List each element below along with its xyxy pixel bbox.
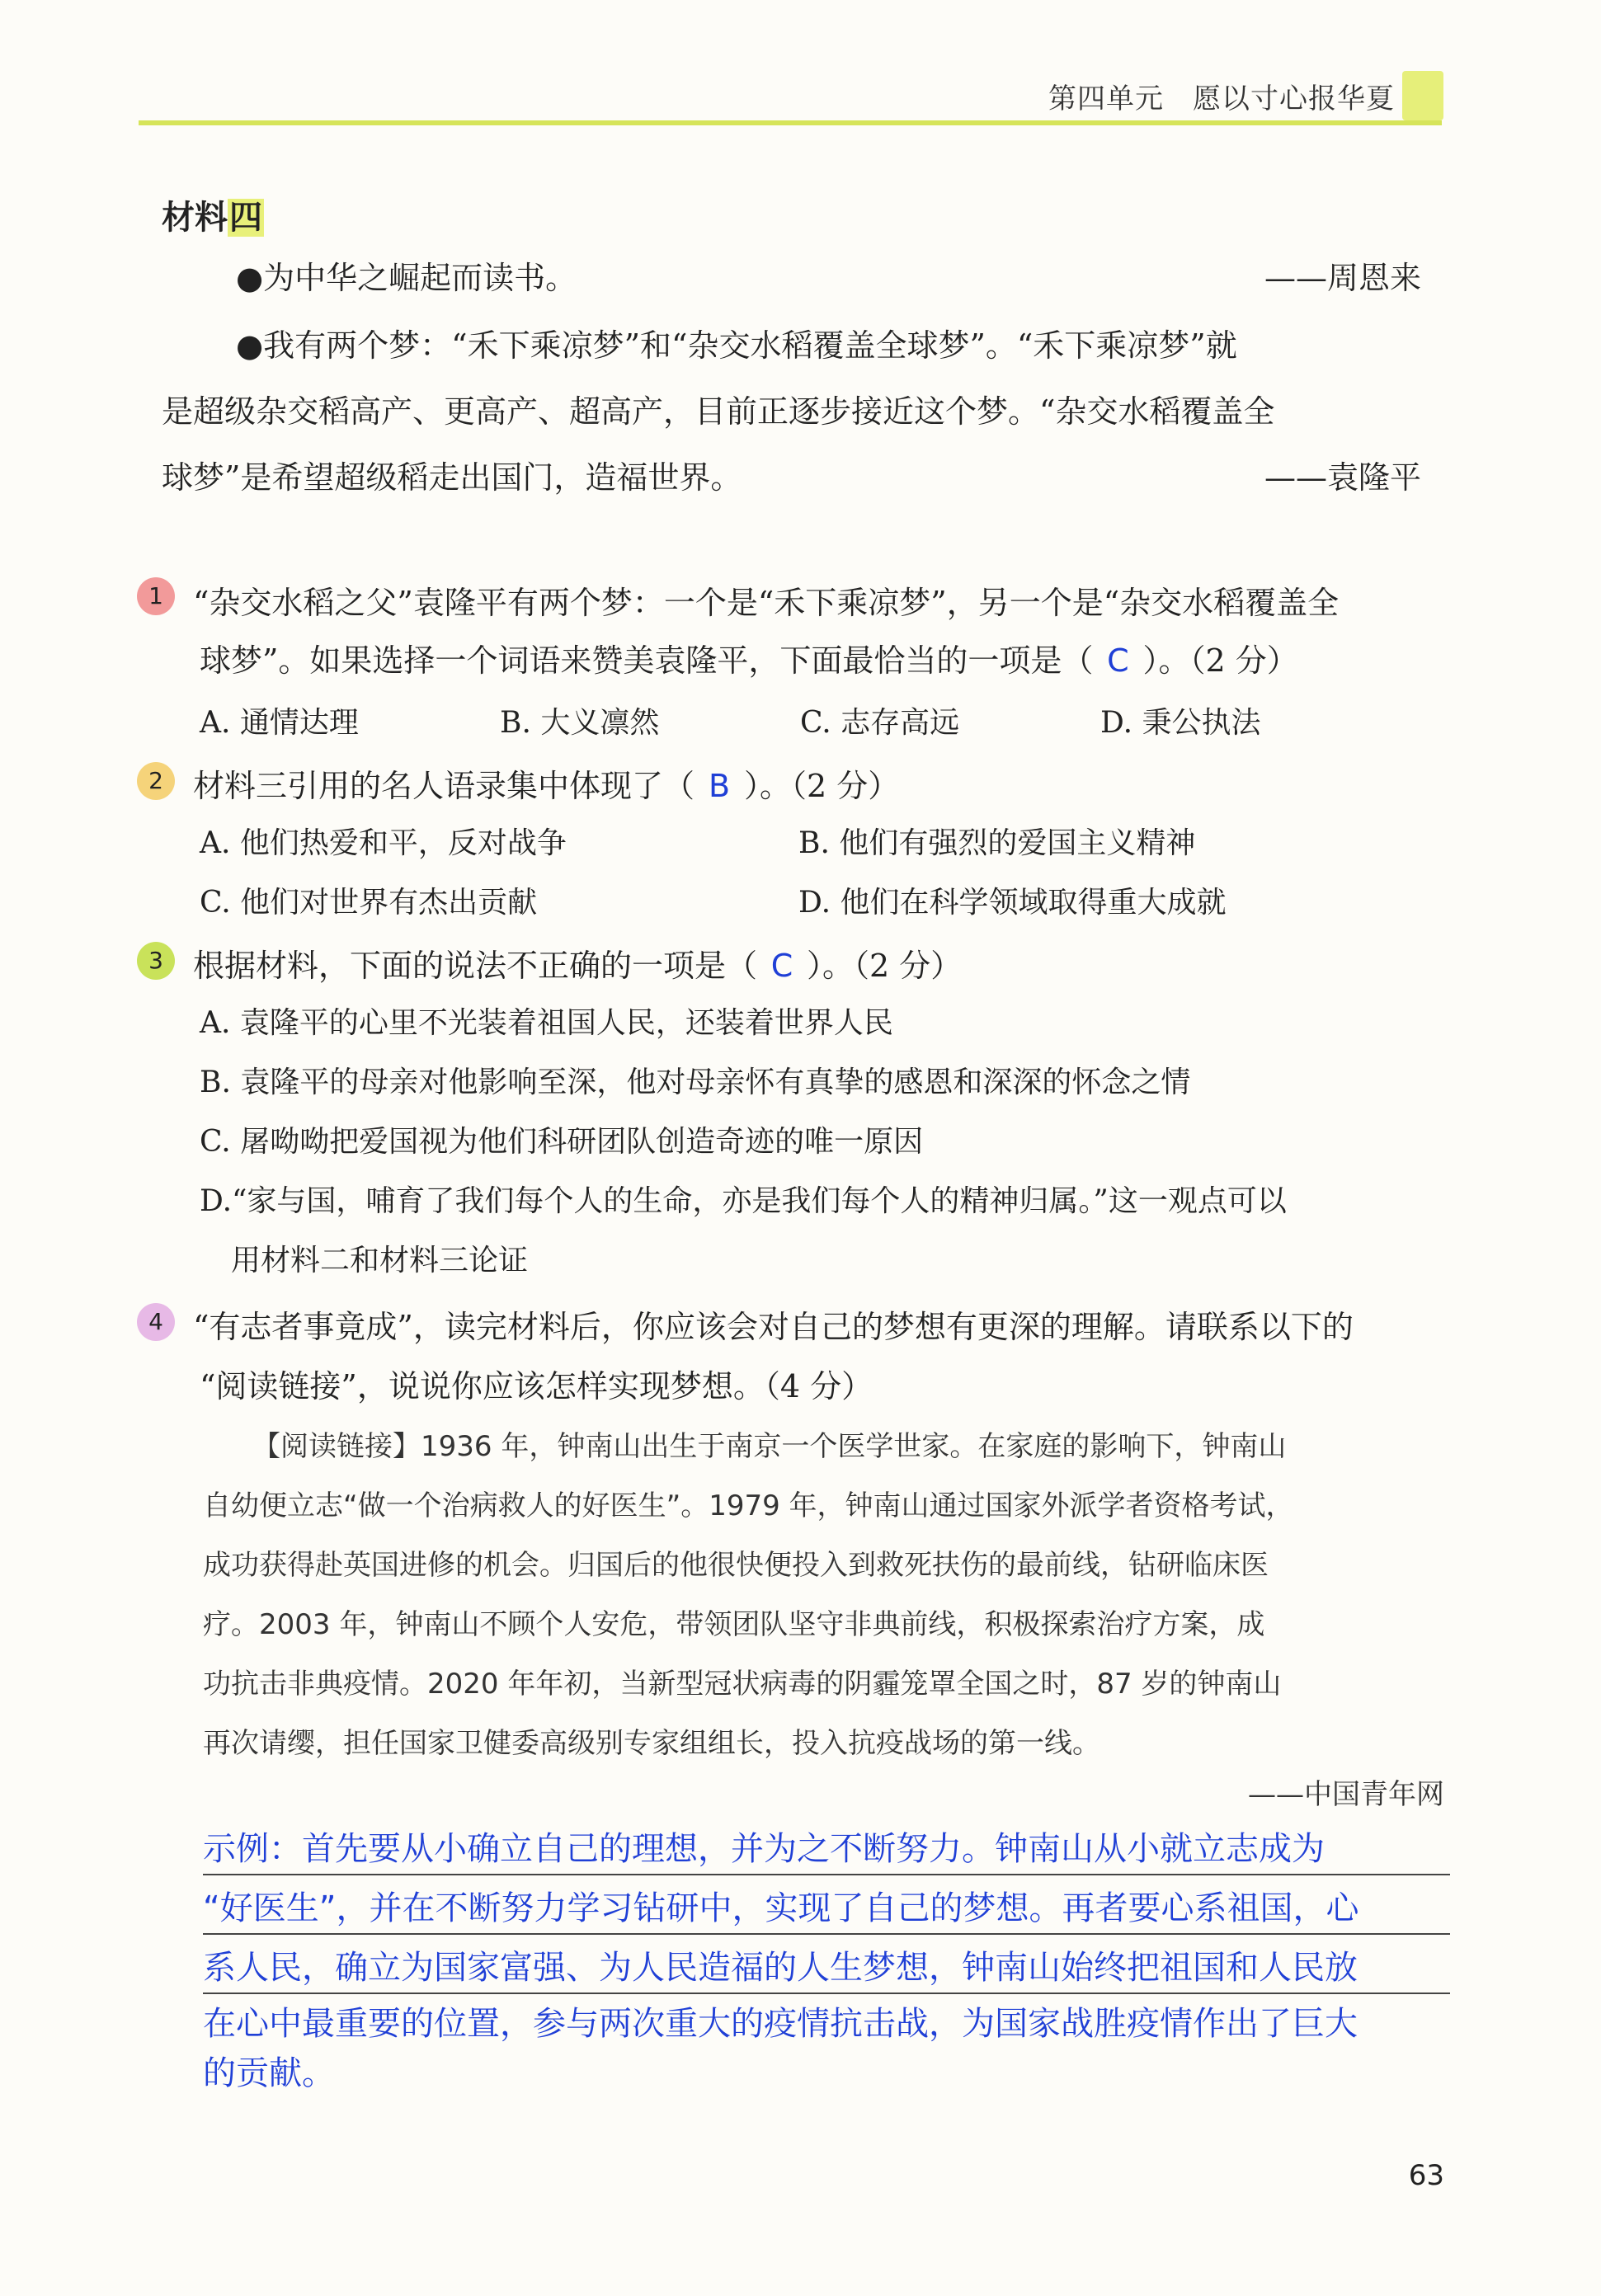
question-3-option-c: C. 屠呦呦把爱国视为他们科研团队创造奇迹的唯一原因 xyxy=(200,1125,924,1159)
question-3-text-after: ）。（2 分） xyxy=(807,948,963,984)
unit-title: 第四单元 愿以寸心报华夏 xyxy=(1048,82,1395,115)
question-2-option-a: A. 他们热爱和平，反对战争 xyxy=(200,826,567,860)
answer-line-3: 系人民，确立为国家富强、为人民造福的人生梦想，钟南山始终把祖国和人民放 xyxy=(203,1949,1358,1987)
material-title-highlight: 四 xyxy=(229,199,262,237)
question-1-line-2 xyxy=(200,635,1298,680)
answer-line-2: “好医生”，并在不断努力学习钻研中，实现了自己的梦想。再者要心系祖国，心 xyxy=(203,1889,1359,1927)
question-4-number: 4 xyxy=(137,1303,175,1341)
question-3-text-before: 根据材料，下面的说法不正确的一项是（ xyxy=(193,948,758,984)
quote-yuan-author: ——袁隆平 xyxy=(1264,459,1421,496)
reading-link-line-1: 【阅读链接】1936 年，钟南山出生于南京一个医学世家。在家庭的影响下，钟南山 xyxy=(252,1430,1287,1463)
question-2-text-before: 材料三引用的名人语录集中体现了（ xyxy=(193,768,695,804)
question-3-option-b: B. 袁隆平的母亲对他影响至深，他对母亲怀有真挚的感恩和深深的怀念之情 xyxy=(200,1066,1191,1099)
writing-rule-1 xyxy=(203,1874,1450,1875)
question-2-option-c: C. 他们对世界有杰出贡献 xyxy=(200,886,538,920)
quote-yuan-line-1: ●我有两个梦：“禾下乘凉梦”和“杂交水稻覆盖全球梦”。“禾下乘凉梦”就 xyxy=(236,327,1237,364)
quote-yuan-line-2: 是超级杂交稻高产、更高产、超高产，目前正逐步接近这个梦。“杂交水稻覆盖全 xyxy=(162,393,1275,430)
header-rule xyxy=(139,120,1442,125)
question-1-line-1: “杂交水稻之父”袁隆平有两个梦：一个是“禾下乘凉梦”，另一个是“杂交水稻覆盖全 xyxy=(193,585,1340,621)
question-1-option-c: C. 志存高远 xyxy=(800,706,960,740)
question-3-option-a: A. 袁隆平的心里不光装着祖国人民，还装着世界人民 xyxy=(200,1006,893,1040)
material-title xyxy=(162,191,264,238)
reading-link-line-6: 再次请缨，担任国家卫健委高级别专家组组长，投入抗疫战场的第一线。 xyxy=(203,1727,1100,1760)
question-2-text-after: ）。（2 分） xyxy=(744,768,900,804)
material-title-prefix: 材料 xyxy=(162,199,228,237)
reading-link-line-2: 自幼便立志“做一个治病救人的好医生”。1979 年，钟南山通过国家外派学者资格考试， xyxy=(203,1489,1294,1522)
question-2-option-b: B. 他们有强烈的爱国主义精神 xyxy=(798,826,1196,860)
quote-yuan-line-3: 球梦”是希望超级稻走出国门，造福世界。 xyxy=(162,459,742,496)
question-2-line xyxy=(193,760,899,806)
question-1-option-b: B. 大义凛然 xyxy=(500,706,660,740)
question-1-text-before: 球梦”。如果选择一个词语来赞美袁隆平，下面最恰当的一项是（ xyxy=(200,642,1094,679)
writing-rule-2 xyxy=(203,1933,1450,1935)
question-1-number: 1 xyxy=(137,577,175,615)
quote-zhou: ●为中华之崛起而读书。 xyxy=(236,260,577,296)
question-3-option-d-cont: 用材料二和材料三论证 xyxy=(231,1244,529,1277)
question-1-option-a: A. 通情达理 xyxy=(200,706,359,740)
quote-zhou-author: ——周恩来 xyxy=(1264,260,1421,296)
question-2-answer: B xyxy=(708,768,731,804)
reading-link-line-4: 疗。2003 年，钟南山不顾个人安危，带领团队坚守非典前线，积极探索治疗方案，成 xyxy=(203,1608,1265,1641)
question-4-line-2: “阅读链接”，说说你应该怎样实现梦想。（4 分） xyxy=(200,1368,873,1404)
question-2-option-d: D. 他们在科学领域取得重大成就 xyxy=(798,886,1227,920)
question-3-line xyxy=(193,940,962,986)
question-3-option-d: D.“家与国，哺育了我们每个人的生命，亦是我们每个人的精神归属。”这一观点可以 xyxy=(200,1184,1287,1218)
reading-link-line-3: 成功获得赴英国进修的机会。归国后的他很快便投入到救死扶伤的最前线，钻研临床医 xyxy=(203,1549,1269,1582)
answer-line-4: 在心中最重要的位置，参与两次重大的疫情抗击战，为国家战胜疫情作出了巨大 xyxy=(203,2005,1358,2043)
question-2-number: 2 xyxy=(137,762,175,800)
question-3-number: 3 xyxy=(137,942,175,980)
header-corner-badge xyxy=(1402,71,1443,120)
question-1-text-after: ）。（2 分） xyxy=(1142,642,1298,679)
reading-link-source: ——中国青年网 xyxy=(1248,1778,1444,1811)
writing-rule-3 xyxy=(203,1993,1450,1994)
answer-line-5: 的贡献。 xyxy=(203,2054,335,2092)
answer-line-1: 示例：首先要从小确立自己的理想，并为之不断努力。钟南山从小就立志成为 xyxy=(203,1830,1325,1868)
question-1-answer: C xyxy=(1107,642,1129,679)
question-4-line-1: “有志者事竟成”，读完材料后，你应该会对自己的梦想有更深的理解。请联系以下的 xyxy=(193,1309,1354,1345)
question-3-answer: C xyxy=(770,948,793,984)
question-1-option-d: D. 秉公执法 xyxy=(1100,706,1261,740)
page-number: 63 xyxy=(1408,2159,1444,2192)
reading-link-line-5: 功抗击非典疫情。2020 年年初，当新型冠状病毒的阴霾笼罩全国之时，87 岁的钟南山 xyxy=(203,1668,1282,1701)
